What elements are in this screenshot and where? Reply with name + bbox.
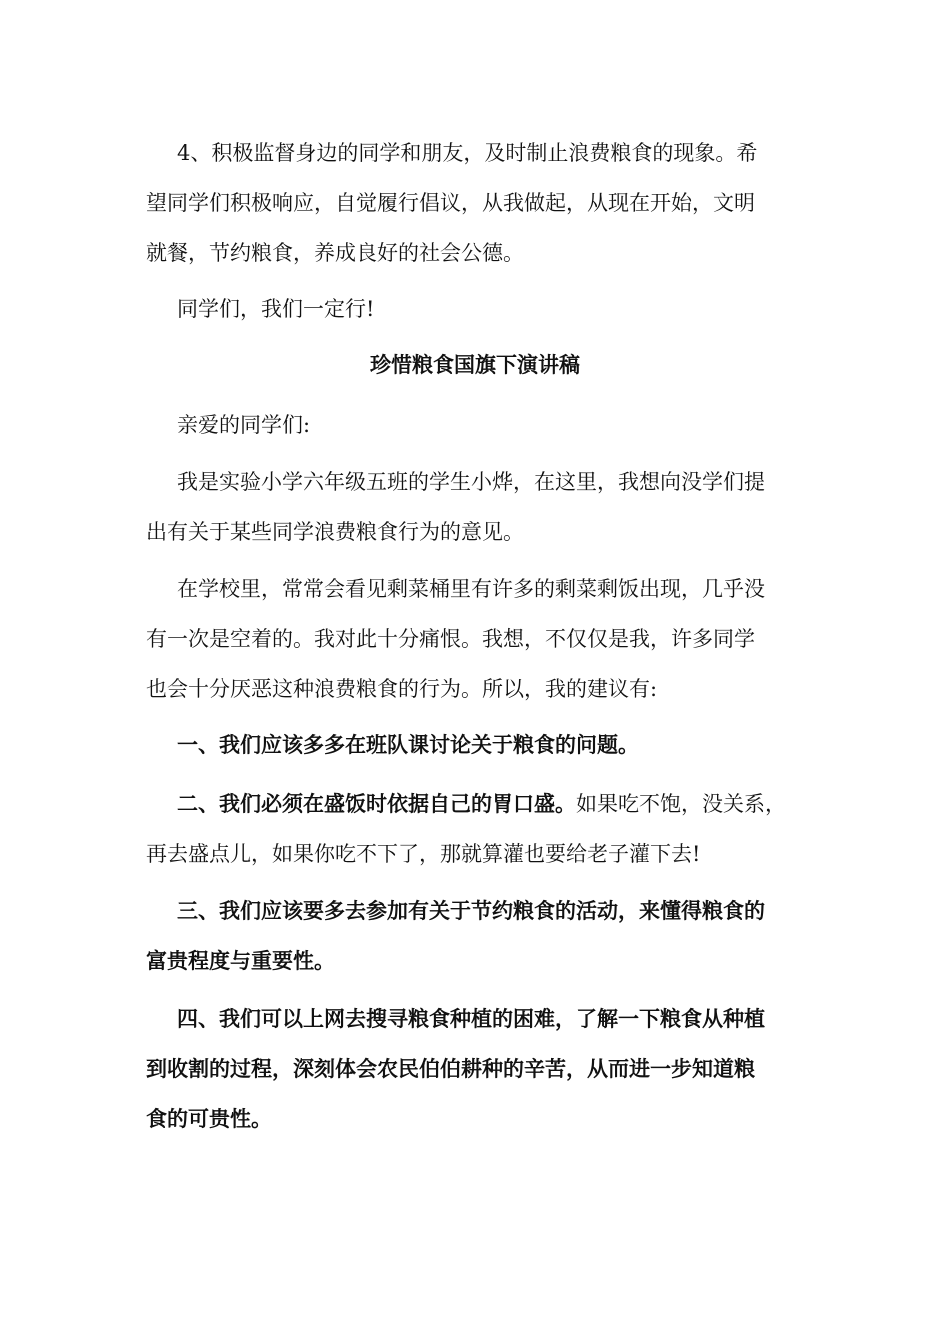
suggestion-2-rest: 如果吃不饱，没关系，	[576, 792, 786, 816]
text-line: 望同学们积极响应，自觉履行倡议，从我做起，从现在开始，文明	[146, 191, 755, 215]
suggestion-2	[146, 779, 836, 879]
text-line: 亲爱的同学们:	[177, 413, 311, 437]
text-line: 我是实验小学六年级五班的学生小烨，在这里，我想向没学们提	[177, 470, 765, 494]
salutation	[146, 400, 836, 450]
paragraph-intro	[146, 457, 836, 557]
text-line	[146, 779, 836, 829]
text-line: 富贵程度与重要性。	[146, 948, 335, 973]
text-line: 同学们，我们一定行!	[177, 297, 375, 321]
text-line: 在学校里，常常会看见剩菜桶里有许多的剩菜剩饭出现，几乎没	[177, 577, 765, 601]
paragraph-closing	[146, 284, 836, 334]
suggestion-3	[146, 886, 836, 986]
suggestion-2-lead: 二、我们必须在盛饭时依据自己的胃口盛。	[177, 791, 576, 816]
text-line: 再去盛点儿，如果你吃不下了，那就算灌也要给老子灌下去!	[146, 842, 701, 866]
text-line: 出有关于某些同学浪费粮食行为的意见。	[146, 520, 524, 544]
speech-title: 珍惜粮食国旗下演讲稿	[370, 352, 580, 377]
text-line: 三、我们应该要多去参加有关于节约粮食的活动，来懂得粮食的	[177, 898, 765, 923]
text-line: 四、我们可以上网去搜寻粮食种植的困难，了解一下粮食从种植	[177, 1006, 765, 1031]
suggestion-4	[146, 994, 836, 1144]
text-line: 食的可贵性。	[146, 1106, 272, 1131]
paragraph-item-4	[146, 128, 836, 278]
paragraph-school	[146, 564, 836, 714]
text-line: 也会十分厌恶这种浪费粮食的行为。所以，我的建议有:	[146, 677, 658, 701]
text-line: 有一次是空着的。我对此十分痛恨。我想，不仅仅是我，许多同学	[146, 627, 755, 651]
text-line: 4、积极监督身边的同学和朋友，及时制止浪费粮食的现象。希	[177, 141, 758, 165]
text-line: 一、我们应该多多在班队课讨论关于粮食的问题。	[177, 732, 639, 757]
text-line: 到收割的过程，深刻体会农民伯伯耕种的辛苦，从而进一步知道粮	[146, 1056, 755, 1081]
suggestion-1	[146, 720, 836, 770]
text-line: 就餐，节约粮食，养成良好的社会公德。	[146, 241, 524, 265]
